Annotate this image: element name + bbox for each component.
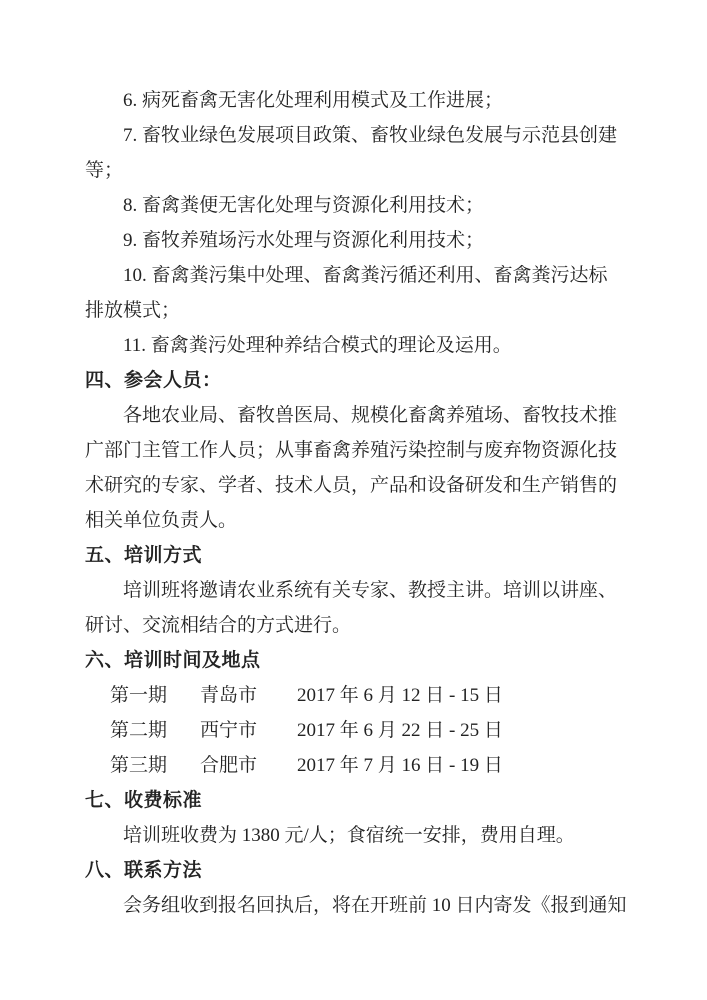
content-area xyxy=(85,83,630,923)
section-heading: 七、收费标准 xyxy=(85,790,203,811)
paragraph-line: 相关单位负责人。 xyxy=(85,510,238,531)
list-item-line: 9. 畜牧养殖场污水处理与资源化利用技术； xyxy=(123,230,485,251)
paragraph-line: 术研究的专家、学者、技术人员，产品和设备研发和生产销售的 xyxy=(85,475,618,496)
section-heading: 八、联系方法 xyxy=(85,860,203,881)
list-item-line: 10. 畜禽粪污集中处理、畜禽粪污循还利用、畜禽粪污达标 xyxy=(123,265,608,286)
schedule-date: 2017 年 7 月 16 日 - 19 日 xyxy=(297,755,503,776)
schedule-row xyxy=(85,748,630,783)
schedule-session: 第三期 xyxy=(110,755,168,776)
paragraph-line: 培训班收费为 1380 元/人；食宿统一安排，费用自理。 xyxy=(123,825,575,846)
list-item-line: 排放模式； xyxy=(85,300,181,321)
schedule-date: 2017 年 6 月 12 日 - 15 日 xyxy=(297,685,503,706)
list-item-line: 6. 病死畜禽无害化处理利用模式及工作进展； xyxy=(123,90,504,111)
schedule-session: 第二期 xyxy=(110,720,168,741)
paragraph-line: 各地农业局、畜牧兽医局、规模化畜禽养殖场、畜牧技术推 xyxy=(123,405,618,426)
schedule-city: 青岛市 xyxy=(200,685,258,706)
schedule-city: 合肥市 xyxy=(200,755,258,776)
paragraph-line: 广部门主管工作人员；从事畜禽养殖污染控制与废弃物资源化技 xyxy=(85,440,618,461)
schedule-row xyxy=(85,713,630,748)
schedule-city: 西宁市 xyxy=(200,720,258,741)
paragraph-line: 会务组收到报名回执后，将在开班前 10 日内寄发《报到通知 xyxy=(123,895,627,916)
section-heading: 六、培训时间及地点 xyxy=(85,650,261,671)
list-item-line: 8. 畜禽粪便无害化处理与资源化利用技术； xyxy=(123,195,485,216)
schedule-row xyxy=(85,678,630,713)
section-heading: 四、参会人员： xyxy=(85,370,222,391)
paragraph-line: 培训班将邀请农业系统有关专家、教授主讲。培训以讲座、 xyxy=(123,580,618,601)
list-item-line: 7. 畜牧业绿色发展项目政策、畜牧业绿色发展与示范县创建 xyxy=(123,125,618,146)
list-item-line: 等； xyxy=(85,160,124,181)
section-heading: 五、培训方式 xyxy=(85,545,203,566)
schedule-date: 2017 年 6 月 22 日 - 25 日 xyxy=(297,720,503,741)
schedule-session: 第一期 xyxy=(110,685,168,706)
paragraph-line: 研讨、交流相结合的方式进行。 xyxy=(85,615,352,636)
list-item-line: 11. 畜禽粪污处理种养结合模式的理论及运用。 xyxy=(123,335,512,356)
